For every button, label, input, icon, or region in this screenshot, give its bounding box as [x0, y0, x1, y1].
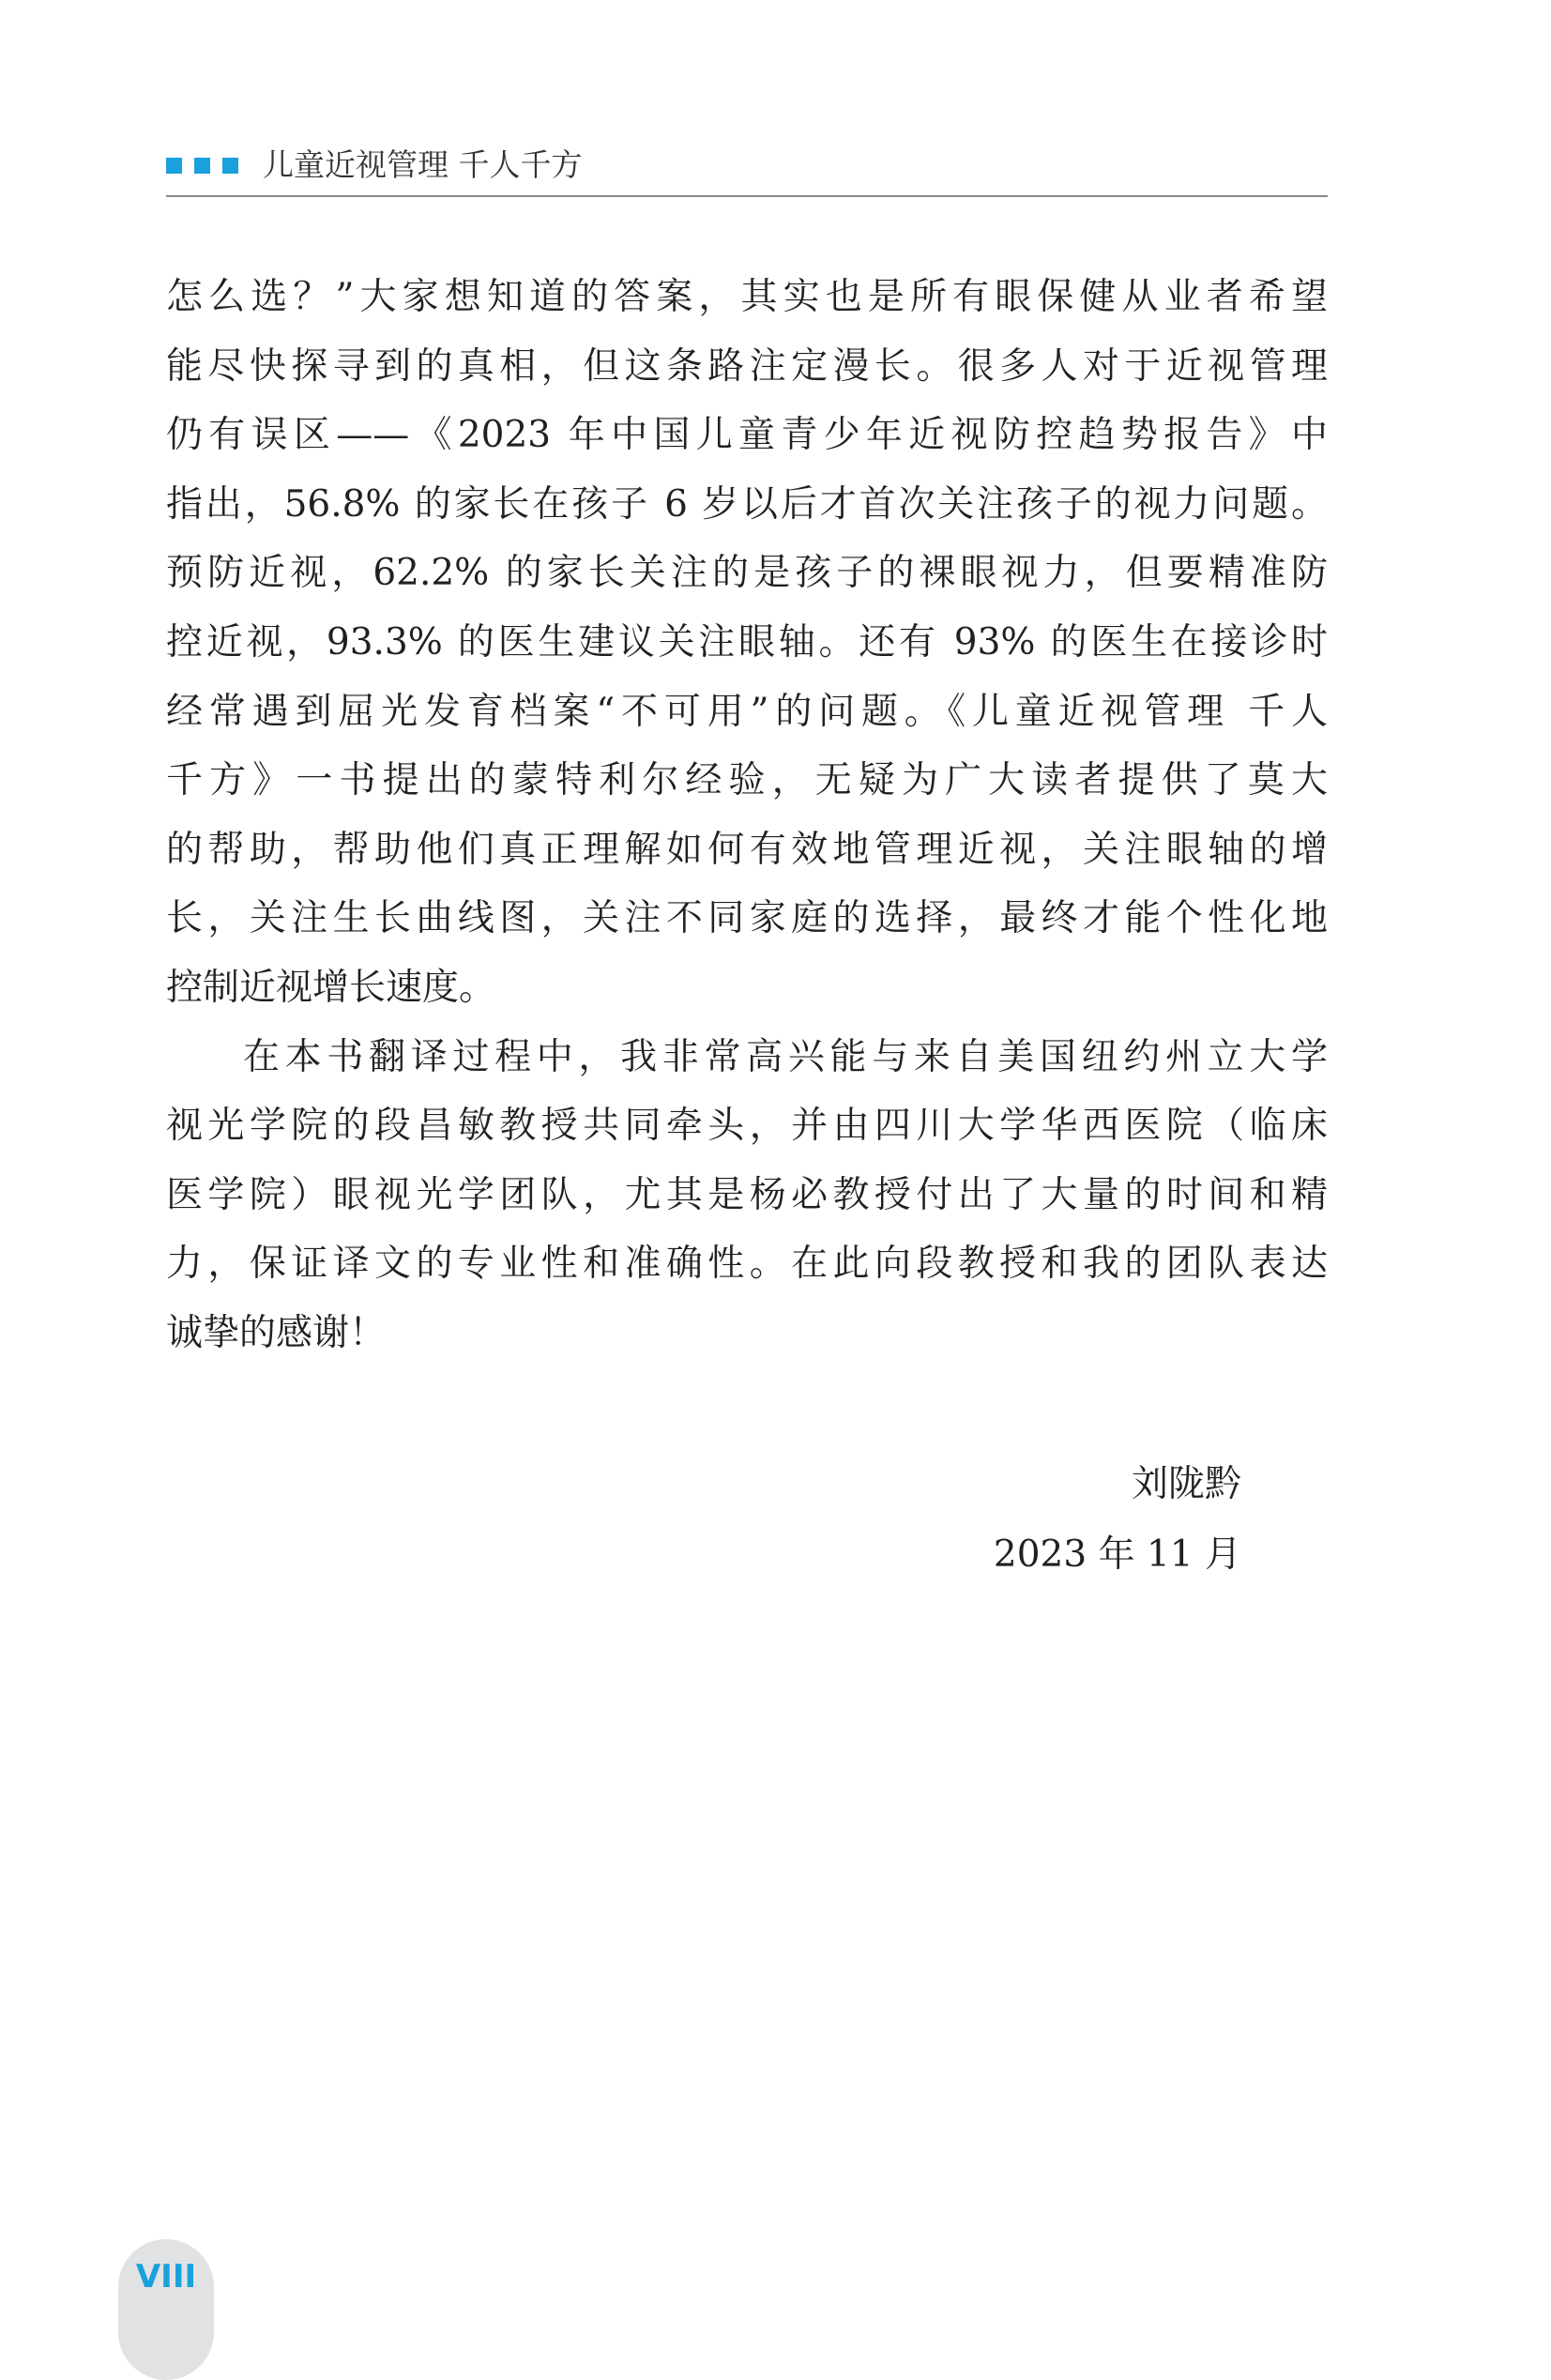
header-square-icon [222, 158, 238, 174]
text-line: 控制近视增长速度。 [166, 966, 496, 1009]
header-square-icon [166, 158, 182, 174]
text-line: 力，保证译文的专业性和准确性。在此向段教授和我的团队表达 [166, 1243, 1328, 1286]
header-squares-icon [166, 158, 238, 174]
text-line: 经常遇到屈光发育档案“不可用”的问题。《儿童近视管理 千人 [166, 690, 1328, 733]
header-square-icon [194, 158, 210, 174]
body-text [166, 263, 1328, 1368]
paragraph-2 [166, 1023, 1328, 1368]
paragraph-1 [166, 263, 1328, 1023]
page-number: VIII [135, 2258, 197, 2296]
header-title: 儿童近视管理 千人千方 [263, 146, 583, 183]
text-line: 指出，56.8% 的家长在孩子 6 岁以后才首次关注孩子的视力问题。 [166, 482, 1328, 526]
signature-name: 刘陇黔 [1131, 1463, 1241, 1505]
text-line: 千方》一书提出的蒙特利尔经验，无疑为广大读者提供了莫大 [166, 759, 1328, 802]
signature-date: 2023 年 11 月 [993, 1533, 1241, 1576]
text-line: 预防近视，62.2% 的家长关注的是孩子的裸眼视力，但要精准防 [166, 552, 1328, 595]
text-line: 长，关注生长曲线图，关注不同家庭的选择，最终才能个性化地 [166, 897, 1328, 940]
text-line: 医学院）眼视光学团队，尤其是杨必教授付出了大量的时间和精 [166, 1173, 1328, 1216]
text-line: 仍有误区——《2023 年中国儿童青少年近视防控趋势报告》中 [166, 414, 1328, 457]
text-line: 视光学院的段昌敏教授共同牵头，并由四川大学华西医院（临床 [166, 1105, 1328, 1148]
text-line: 控近视，93.3% 的医生建议关注眼轴。还有 93% 的医生在接诊时 [166, 620, 1328, 664]
text-line: 在本书翻译过程中，我非常高兴能与来自美国纽约州立大学 [243, 1035, 1328, 1078]
text-line: 诚挚的感谢！ [166, 1311, 387, 1354]
text-line: 能尽快探寻到的真相，但这条路注定漫长。很多人对于近视管理 [166, 344, 1328, 388]
text-line: 怎么选？”大家想知道的答案，其实也是所有眼保健从业者希望 [166, 276, 1328, 318]
text-line: 的帮助，帮助他们真正理解如何有效地管理近视，关注眼轴的增 [166, 828, 1328, 871]
running-header [166, 143, 1328, 197]
